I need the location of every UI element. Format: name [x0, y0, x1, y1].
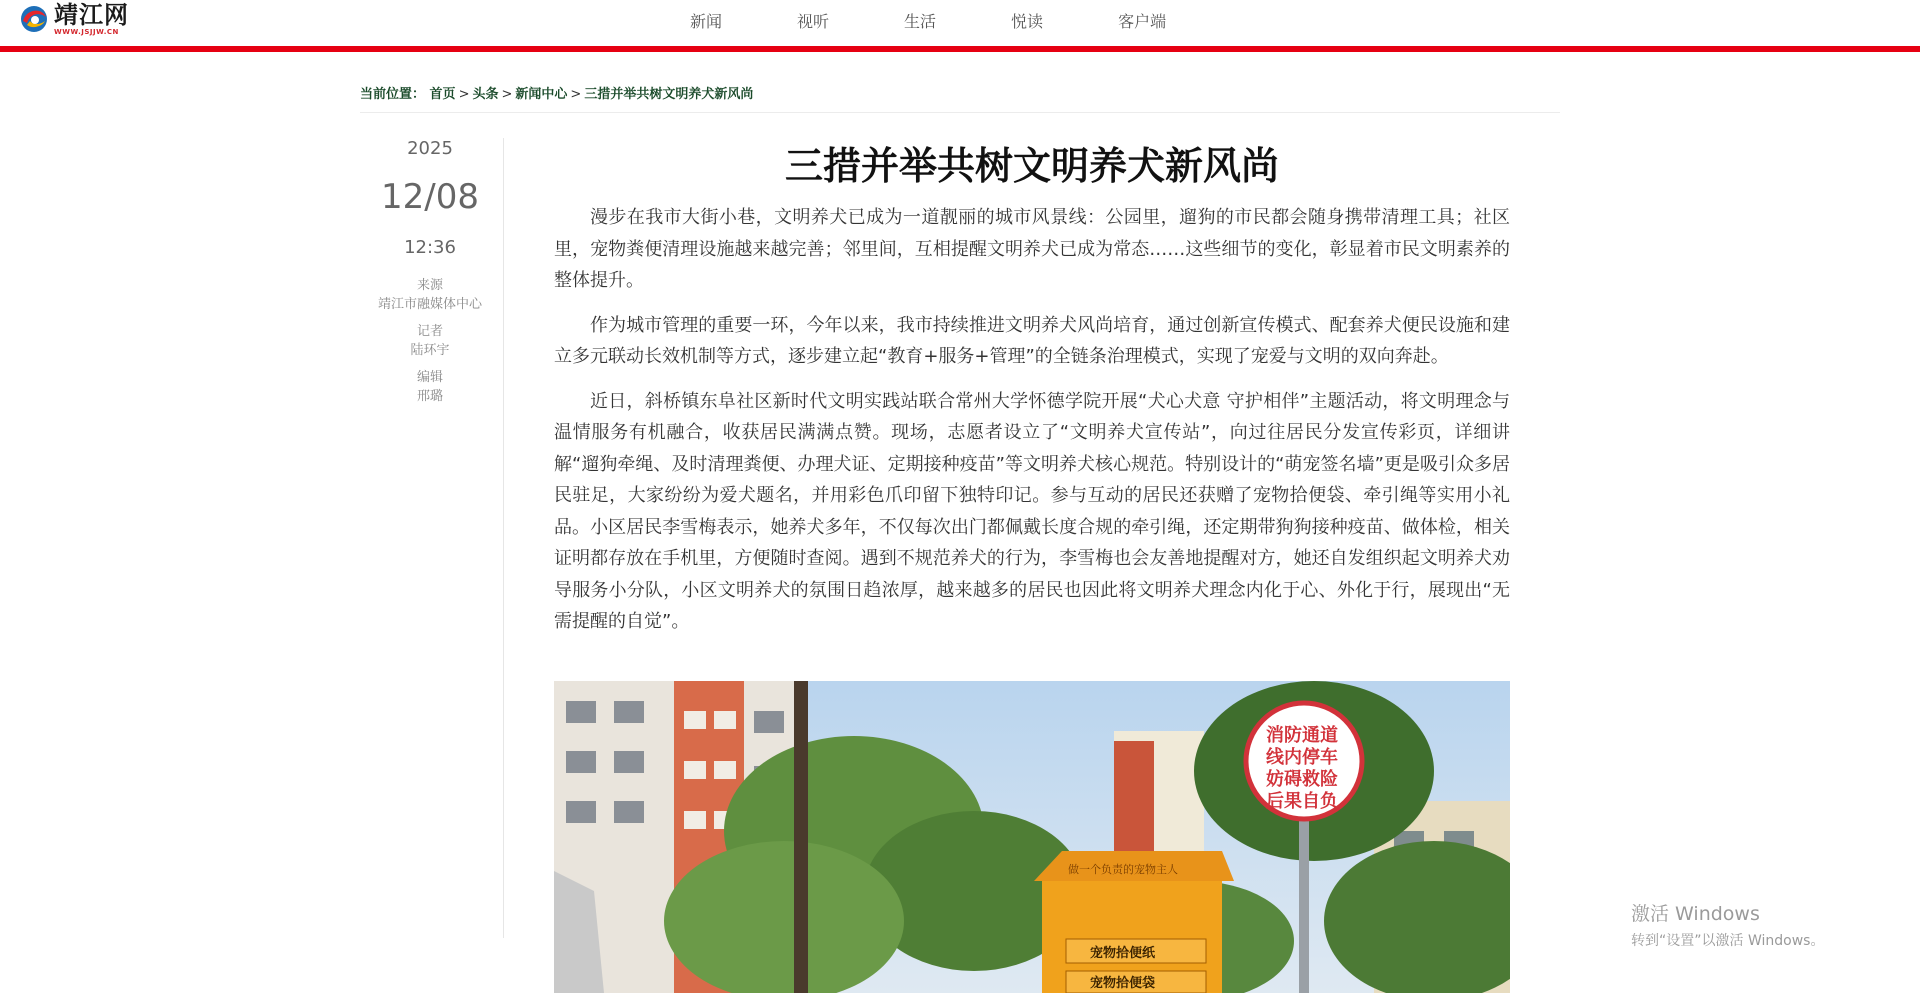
article-paragraph: 漫步在我市大街小巷，文明养犬已成为一道靓丽的城市风景线：公园里，遛狗的市民都会随身携带清理工具；社区里，宠物粪便清理设施越来越完善；邻里间，互相提醒文明养犬已成为常态……这些细节的变化，彰显着市民文明素养的整体提升。 — [554, 207, 1510, 291]
box-label-1: 宠物拾便纸 — [1090, 946, 1156, 961]
publish-year: 2025 — [407, 138, 453, 159]
source-block — [360, 276, 500, 314]
breadcrumb-sep: > — [458, 87, 470, 102]
breadcrumb-news-center[interactable]: 新闻中心 — [515, 87, 568, 102]
editor-label: 编辑 — [416, 370, 443, 385]
header-red-divider — [0, 46, 1920, 52]
breadcrumb-headlines[interactable]: 头条 — [472, 87, 499, 102]
top-header — [0, 0, 1920, 48]
breadcrumb-home[interactable]: 首页 — [429, 87, 456, 102]
main-nav — [690, 0, 1241, 40]
article-paragraph: 作为城市管理的重要一环，今年以来，我市持续推进文明养犬风尚培育，通过创新宣传模式、配套养犬便民设施和建立多元联动长效机制等方式，逐步建立起“教育+服务+管理”的全链条治理模式，实现了宠爱与文明的双向奔赴。 — [554, 314, 1510, 367]
nav-item-video[interactable]: 视听 — [797, 11, 830, 31]
windows-activation-watermark — [1631, 899, 1824, 950]
source-label: 来源 — [416, 278, 443, 293]
article-meta — [360, 138, 500, 406]
source-value: 靖江市融媒体中心 — [377, 297, 482, 312]
breadcrumb-sep: > — [570, 87, 582, 102]
sign-line-3: 妨碍救险 — [1266, 769, 1338, 790]
breadcrumb-current[interactable]: 三措并举共树文明养犬新风尚 — [584, 87, 754, 102]
publish-time: 12:36 — [404, 237, 456, 258]
nav-item-news[interactable]: 新闻 — [690, 11, 723, 31]
sign-line-1: 消防通道 — [1266, 725, 1338, 746]
editor-value: 邢璐 — [416, 389, 443, 404]
site-logo[interactable] — [18, 0, 129, 38]
breadcrumb-prefix: 当前位置： — [360, 87, 426, 102]
box-top-text: 做一个负责的宠物主人 — [1068, 863, 1178, 876]
nav-item-reading[interactable]: 悦读 — [1011, 11, 1044, 31]
reporter-label: 记者 — [416, 324, 443, 339]
logo-swirl-icon — [18, 3, 50, 35]
breadcrumb-sep: > — [501, 87, 513, 102]
box-label-2: 宠物拾便袋 — [1090, 976, 1156, 991]
sign-line-2: 线内停车 — [1266, 747, 1338, 768]
publish-date: 12/08 — [381, 177, 479, 217]
article-paragraph: 近日，斜桥镇东阜社区新时代文明实践站联合常州大学怀德学院开展“犬心犬意 守护相伴”主题活动，将文明理念与温情服务有机融合，收获居民满满点赞。现场，志愿者设立了“文明养犬宣传站”，向过往居民分发宣传彩页，详细讲解“遛狗牵绳、及时清理粪便、办理犬证、定期接种疫苗”等文明养犬核心规范。特别设计的“萌宠签名墙”更是吸引众多居民驻足，大家纷纷为爱犬题名，并用彩色爪印留下独特印记。参与互动的居民还获赠了宠物拾便袋、牵引绳等实用小礼品。小区居民李雪梅表示，她养犬多年，不仅每次出门都佩戴长度合规的牵引绳，还定期带狗狗接种疫苗、做体检，相关证明都存放在手机里，方便随时查阅。遇到不规范养犬的行为，李雪梅也会友善地提醒对方，她还自发组织起文明养犬劝导服务小分队，小区文明养犬的氛围日趋浓厚，越来越多的居民也因此将文明养犬理念内化于心、外化于行，展现出“无需提醒的自觉”。 — [554, 390, 1510, 632]
article-body — [554, 138, 1510, 651]
article-title: 三措并举共树文明养犬新风尚 — [784, 144, 1279, 188]
meta-divider — [503, 138, 504, 938]
logo-name: 靖江网 — [54, 0, 129, 29]
watermark-line-1: 激活 Windows — [1631, 903, 1760, 925]
nav-item-app[interactable]: 客户端 — [1118, 11, 1167, 31]
sign-line-4: 后果自负 — [1266, 791, 1338, 812]
watermark-line-2: 转到“设置”以激活 Windows。 — [1631, 933, 1825, 949]
reporter-value: 陆环宇 — [410, 343, 450, 358]
editor-block — [360, 368, 500, 406]
logo-domain: WWW.JSJJW.CN — [54, 27, 119, 36]
reporter-block — [360, 322, 500, 360]
breadcrumb — [360, 83, 1560, 113]
article-photo — [554, 681, 1510, 993]
nav-item-life[interactable]: 生活 — [904, 11, 937, 31]
